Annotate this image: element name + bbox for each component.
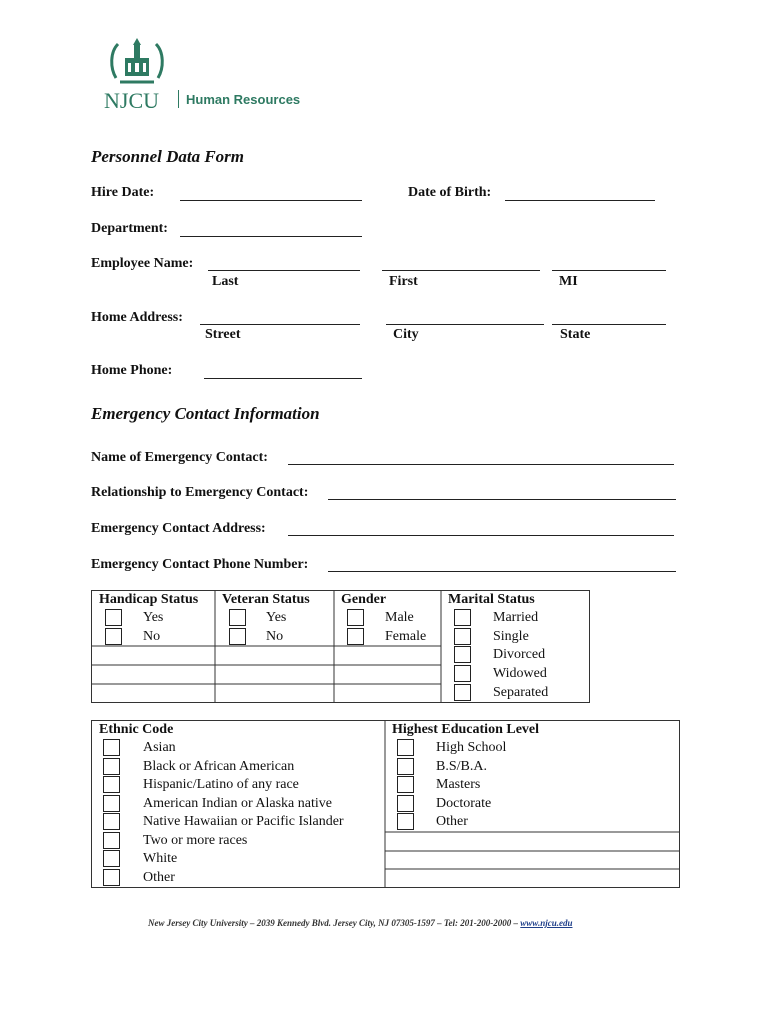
ethnic-hispanic-label: Hispanic/Latino of any race bbox=[143, 777, 299, 792]
ethnic-american-indian-label: American Indian or Alaska native bbox=[143, 796, 332, 811]
footer bbox=[148, 918, 572, 928]
education-other-checkbox[interactable] bbox=[397, 813, 414, 830]
ethnic-asian-label: Asian bbox=[143, 740, 176, 755]
gender-male-label: Male bbox=[385, 610, 414, 625]
mi-caption: MI bbox=[559, 274, 578, 289]
veteran-no-checkbox[interactable] bbox=[229, 628, 246, 645]
form-title: Personnel Data Form bbox=[91, 147, 245, 166]
gender-female-label: Female bbox=[385, 629, 427, 644]
relationship-label: Relationship to Emergency Contact: bbox=[91, 485, 309, 500]
education-header: Highest Education Level bbox=[392, 722, 540, 737]
status-table bbox=[91, 590, 590, 703]
gender-male-checkbox[interactable] bbox=[347, 609, 364, 626]
education-bs-ba-label: B.S/B.A. bbox=[436, 759, 487, 774]
education-other-label: Other bbox=[436, 814, 468, 829]
logo-org: NJCU bbox=[104, 88, 160, 113]
ethnic-hawaiian-checkbox[interactable] bbox=[103, 813, 120, 830]
emergency-address-field[interactable] bbox=[288, 535, 674, 536]
marital-divorced-checkbox[interactable] bbox=[454, 646, 471, 663]
home-phone-field[interactable] bbox=[204, 378, 362, 379]
emergency-address-label: Emergency Contact Address: bbox=[91, 521, 266, 536]
marital-separated-label: Separated bbox=[493, 685, 549, 700]
ethnic-white-checkbox[interactable] bbox=[103, 850, 120, 867]
marital-single-label: Single bbox=[493, 629, 529, 644]
hire-date-field[interactable] bbox=[180, 200, 362, 201]
veteran-yes-label: Yes bbox=[266, 610, 287, 625]
handicap-no-label: No bbox=[143, 629, 161, 644]
emergency-heading: Emergency Contact Information bbox=[91, 404, 320, 423]
education-masters-checkbox[interactable] bbox=[397, 776, 414, 793]
ethnic-other-label: Other bbox=[143, 870, 175, 885]
marital-single-checkbox[interactable] bbox=[454, 628, 471, 645]
home-phone-label: Home Phone: bbox=[91, 363, 173, 378]
department-field[interactable] bbox=[180, 236, 362, 237]
dob-label: Date of Birth: bbox=[408, 185, 492, 200]
street-caption: Street bbox=[205, 327, 241, 342]
marital-header: Marital Status bbox=[448, 592, 535, 607]
city-field[interactable] bbox=[386, 324, 544, 325]
veteran-yes-checkbox[interactable] bbox=[229, 609, 246, 626]
marital-separated-checkbox[interactable] bbox=[454, 684, 471, 701]
education-doctorate-checkbox[interactable] bbox=[397, 795, 414, 812]
ethnic-education-table bbox=[91, 720, 680, 888]
ethnic-white-label: White bbox=[143, 851, 178, 866]
home-address-label: Home Address: bbox=[91, 310, 183, 325]
first-name-field[interactable] bbox=[382, 270, 540, 271]
education-masters-label: Masters bbox=[436, 777, 481, 792]
ethnic-header: Ethnic Code bbox=[99, 722, 174, 737]
handicap-yes-label: Yes bbox=[143, 610, 164, 625]
njcu-logo bbox=[104, 38, 324, 113]
emergency-phone-field[interactable] bbox=[328, 571, 676, 572]
state-caption: State bbox=[560, 327, 591, 342]
marital-widowed-checkbox[interactable] bbox=[454, 665, 471, 682]
ethnic-other-checkbox[interactable] bbox=[103, 869, 120, 886]
education-high-school-label: High School bbox=[436, 740, 507, 755]
first-name-caption: First bbox=[389, 274, 418, 289]
njcu-seal-icon bbox=[108, 38, 166, 86]
gender-female-checkbox[interactable] bbox=[347, 628, 364, 645]
education-bs-ba-checkbox[interactable] bbox=[397, 758, 414, 775]
handicap-header: Handicap Status bbox=[99, 592, 199, 607]
marital-married-checkbox[interactable] bbox=[454, 609, 471, 626]
handicap-yes-checkbox[interactable] bbox=[105, 609, 122, 626]
ethnic-american-indian-checkbox[interactable] bbox=[103, 795, 120, 812]
employee-name-label: Employee Name: bbox=[91, 256, 194, 271]
veteran-no-label: No bbox=[266, 629, 284, 644]
marital-married-label: Married bbox=[493, 610, 539, 625]
marital-widowed-label: Widowed bbox=[493, 666, 547, 681]
education-doctorate-label: Doctorate bbox=[436, 796, 492, 811]
education-high-school-checkbox[interactable] bbox=[397, 739, 414, 756]
dob-field[interactable] bbox=[505, 200, 655, 201]
state-field[interactable] bbox=[552, 324, 666, 325]
veteran-header: Veteran Status bbox=[222, 592, 310, 607]
last-name-field[interactable] bbox=[208, 270, 360, 271]
relationship-field[interactable] bbox=[328, 499, 676, 500]
ethnic-two-or-more-label: Two or more races bbox=[143, 833, 248, 848]
footer-text: New Jersey City University – 2039 Kennedy Blvd. Jersey City, NJ 07305-1597 – Tel: 201-200-2000 – bbox=[148, 918, 521, 928]
gender-header: Gender bbox=[341, 592, 387, 607]
street-field[interactable] bbox=[200, 324, 360, 325]
mi-field[interactable] bbox=[552, 270, 666, 271]
ethnic-hispanic-checkbox[interactable] bbox=[103, 776, 120, 793]
ethnic-asian-checkbox[interactable] bbox=[103, 739, 120, 756]
marital-divorced-label: Divorced bbox=[493, 647, 546, 662]
ethnic-black-label: Black or African American bbox=[143, 759, 295, 774]
ethnic-hawaiian-label: Native Hawaiian or Pacific Islander bbox=[143, 814, 344, 829]
emergency-name-field[interactable] bbox=[288, 464, 674, 465]
footer-link[interactable]: www.njcu.edu bbox=[520, 918, 573, 928]
department-label: Department: bbox=[91, 221, 168, 236]
emergency-name-label: Name of Emergency Contact: bbox=[91, 450, 268, 465]
logo-divider bbox=[178, 90, 179, 108]
ethnic-two-or-more-checkbox[interactable] bbox=[103, 832, 120, 849]
ethnic-black-checkbox[interactable] bbox=[103, 758, 120, 775]
city-caption: City bbox=[393, 327, 419, 342]
handicap-no-checkbox[interactable] bbox=[105, 628, 122, 645]
emergency-phone-label: Emergency Contact Phone Number: bbox=[91, 557, 309, 572]
logo-dept: Human Resources bbox=[186, 92, 301, 107]
last-name-caption: Last bbox=[212, 274, 239, 289]
hire-date-label: Hire Date: bbox=[91, 185, 155, 200]
